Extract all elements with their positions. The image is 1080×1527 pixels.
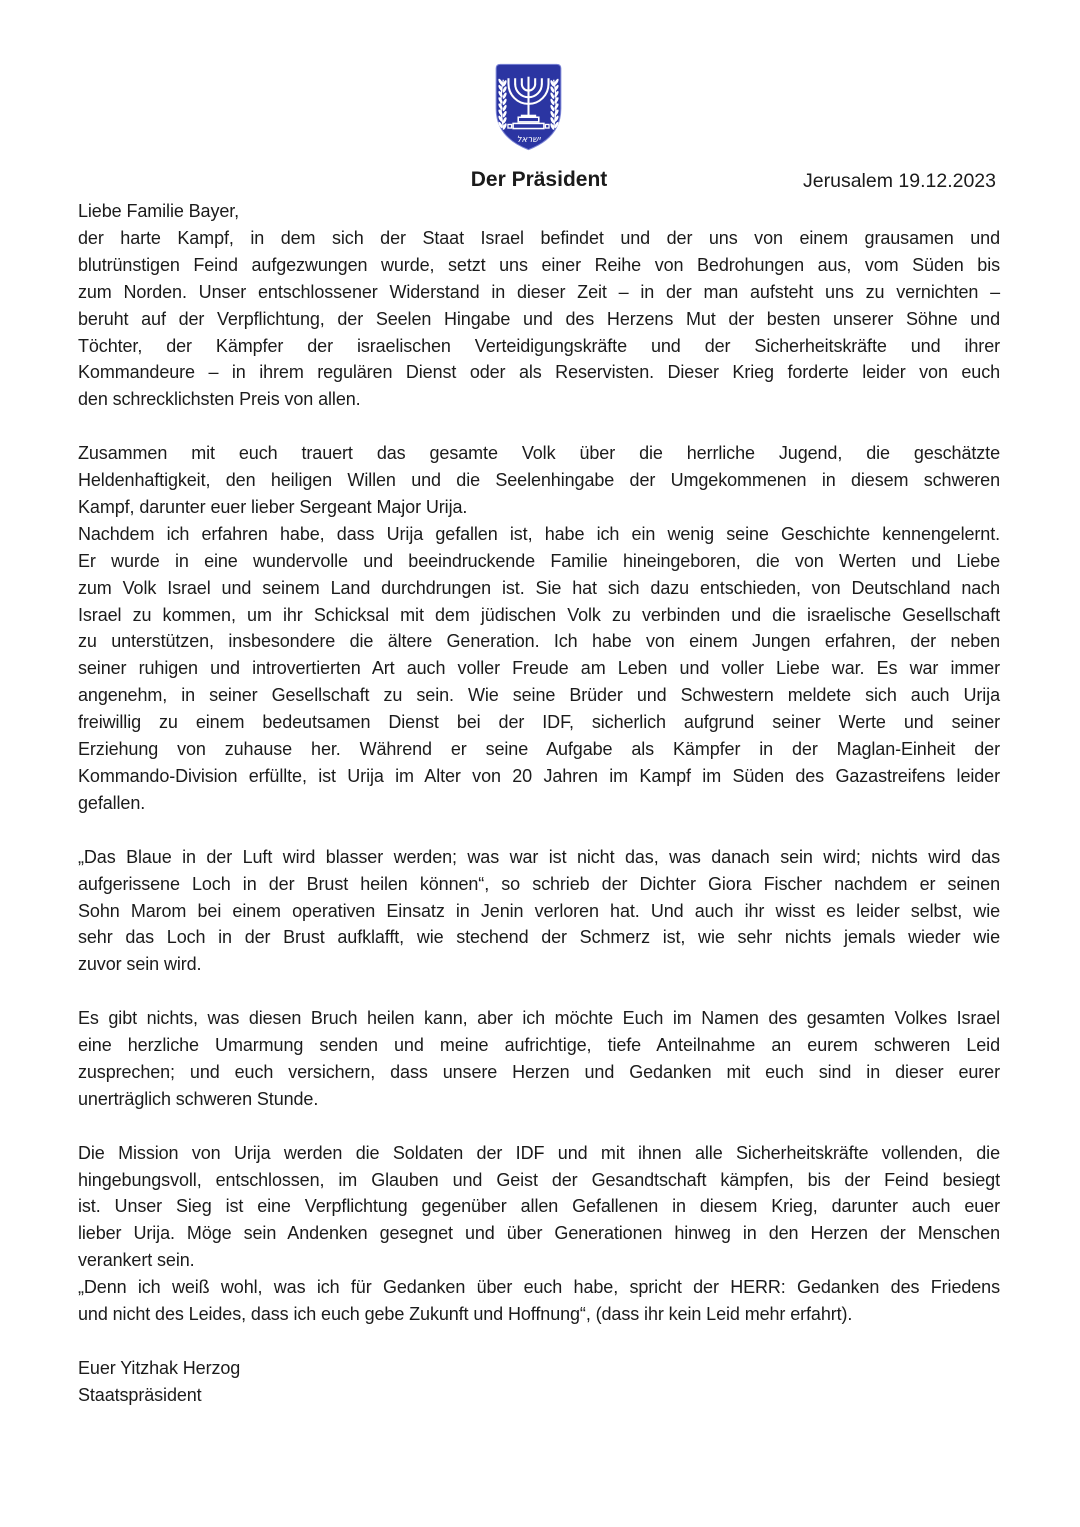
letter-line: Israel zu kommen, um ihr Schicksal mit dem jüdischen Volk zu verbinden und die israelische Gesellschaft (78, 604, 1000, 625)
letter-line: freiwillig zu einem bedeutsamen Dienst bei der IDF, sicherlich aufgrund seiner Werte und seiner (78, 712, 1000, 733)
letter-line: Erziehung von zuhause her. Während er seine Aufgabe als Kämpfer in der Maglan-Einheit der (78, 739, 1000, 760)
letter-line: Heldenhaftigkeit, den heiligen Willen und die Seelenhingabe der Umgekommenen in diesem schweren (78, 470, 1000, 491)
letter-line: und nicht des Leides, dass ich euch gebe Zukunft und Hoffnung“, (dass ihr kein Leid mehr erfahrt). (78, 1304, 853, 1325)
letter-line: Töchter, der Kämpfer der israelischen Verteidigungskräfte und der Sicherheitskräfte und ihrer (78, 335, 1000, 356)
letter-line: zusprechen; und euch versichern, dass unsere Herzen und Gedanken mit euch sind in dieser eurer (78, 1061, 1000, 1082)
letter-line: Es gibt nichts, was diesen Bruch heilen kann, aber ich möchte Euch im Namen des gesamten Volkes Israel (78, 1008, 1000, 1029)
paragraph (78, 1005, 1000, 1113)
letter-line: angenehm, in seiner Gesellschaft zu sein. Wie seine Brüder und Schwestern meldete sich auch Urija (78, 685, 1000, 706)
letter-line: Kampf, darunter euer lieber Sergeant Major Urija. (78, 496, 468, 517)
letter-line: aufgerissene Loch in der Brust heilen können“, so schrieb der Dichter Giora Fischer nachdem er seinen (78, 873, 1000, 894)
letter-line: der harte Kampf, in dem sich der Staat Israel befindet und der uns von einem grausamen und (78, 227, 1000, 248)
letter-line: seiner ruhigen und introvertierten Art auch voller Freude am Leben und voller Liebe war. Es war immer (78, 658, 1000, 679)
letterhead-title: Der Präsident (470, 168, 608, 191)
letter-line: lieber Urija. Möge sein Andenken gesegnet und über Generationen hinweg in den Herzen der Menschen (78, 1223, 1000, 1244)
paragraph (78, 844, 1000, 979)
letter-line: zum Norden. Unser entschlossener Widerstand in dieser Zeit – in der man aufsteht uns zu vernichten – (78, 281, 1000, 302)
letter-line: Kommandeure – in ihrem regulären Dienst oder als Reservisten. Dieser Krieg forderte leider von euch (78, 362, 1000, 383)
salutation-line: Liebe Familie Bayer, (78, 201, 240, 221)
letter-line: blutrünstigen Feind aufgezwungen wurde, setzt uns einer Reihe von Bedrohungen aus, vom Süden bis (78, 254, 1000, 275)
letter-line: eine herzliche Umarmung senden und meine aufrichtige, tiefe Anteilnahme an eurem schweren Leid (78, 1035, 1000, 1056)
paragraph (78, 440, 1000, 521)
letter-line: Zusammen mit euch trauert das gesamte Volk über die herrliche Jugend, die geschätzte (78, 443, 1000, 464)
letter-line: Nachdem ich erfahren habe, dass Urija gefallen ist, habe ich ein wenig seine Geschichte kennengelernt. (78, 523, 1000, 544)
letterhead (78, 166, 1000, 196)
letter-line: zum Volk Israel und seinem Land durchdrungen ist. Sie hat sich dazu entschieden, von Deutschland nach (78, 577, 1000, 598)
letter-line: zu unterstützen, insbesondere die ältere Generation. Ich habe von einem Jungen erfahren, der neben (78, 631, 1000, 652)
paragraph (78, 225, 1000, 413)
letter-line: unerträglich schweren Stunde. (78, 1088, 319, 1109)
paragraph (78, 1140, 1000, 1275)
letter-line: Sohn Marom bei einem operativen Einsatz in Jenin verloren hat. Und auch ihr wisst es leider selbst, wie (78, 900, 1000, 921)
letter-line: „Das Blaue in der Luft wird blasser werden; was war ist nicht das, was danach sein wird; nichts wird das (78, 846, 1000, 867)
letter-line: den schrecklichsten Preis von allen. (78, 389, 361, 410)
paragraph (78, 1274, 1000, 1328)
letter-line: ist. Unser Sieg ist eine Verpflichtung gegenüber allen Gefallenen in diesem Krieg, darunter auch euer (78, 1196, 1000, 1217)
letter-line: beruht auf der Verpflichtung, der Seelen Hingabe und des Herzens Mut der besten unserer Söhne und (78, 308, 1000, 329)
signature-role: Staatspräsident (78, 1384, 202, 1405)
letter-line: zuvor sein wird. (78, 954, 202, 975)
letter-body (78, 198, 1000, 1409)
paragraph (78, 521, 1000, 817)
letter-line: „Denn ich weiß wohl, was ich für Gedanken über euch habe, spricht der HERR: Gedanken des Friedens (78, 1277, 1000, 1298)
letter-line: Kommando-Division erfüllte, ist Urija im Alter von 20 Jahren im Kampf im Süden des Gazastreifens leider (78, 766, 1000, 787)
menorah-shield-icon (490, 61, 567, 154)
letter-line: gefallen. (78, 792, 146, 813)
dateline: Jerusalem 19.12.2023 (803, 170, 996, 192)
emblem-hebrew-text: ישראל (516, 134, 541, 145)
letter-line: verankert sein. (78, 1250, 195, 1271)
letter-line: hingebungsvoll, entschlossen, im Glauben und Geist der Gesandtschaft kämpfen, bis der Feind besiegt (78, 1169, 1000, 1190)
israel-state-emblem (490, 61, 567, 154)
signature-name: Euer Yitzhak Herzog (78, 1357, 241, 1378)
letter-line: Er wurde in eine wundervolle und beeindruckende Familie hineingeboren, die von Werten und Liebe (78, 550, 1000, 571)
letter-line: sehr das Loch in der Brust aufklafft, wie stechend der Schmerz ist, wie sehr nichts jemals wieder wie (78, 927, 1000, 948)
letter-line: Die Mission von Urija werden die Soldaten der IDF und mit ihnen alle Sicherheitskräfte vollenden, die (78, 1142, 1000, 1163)
